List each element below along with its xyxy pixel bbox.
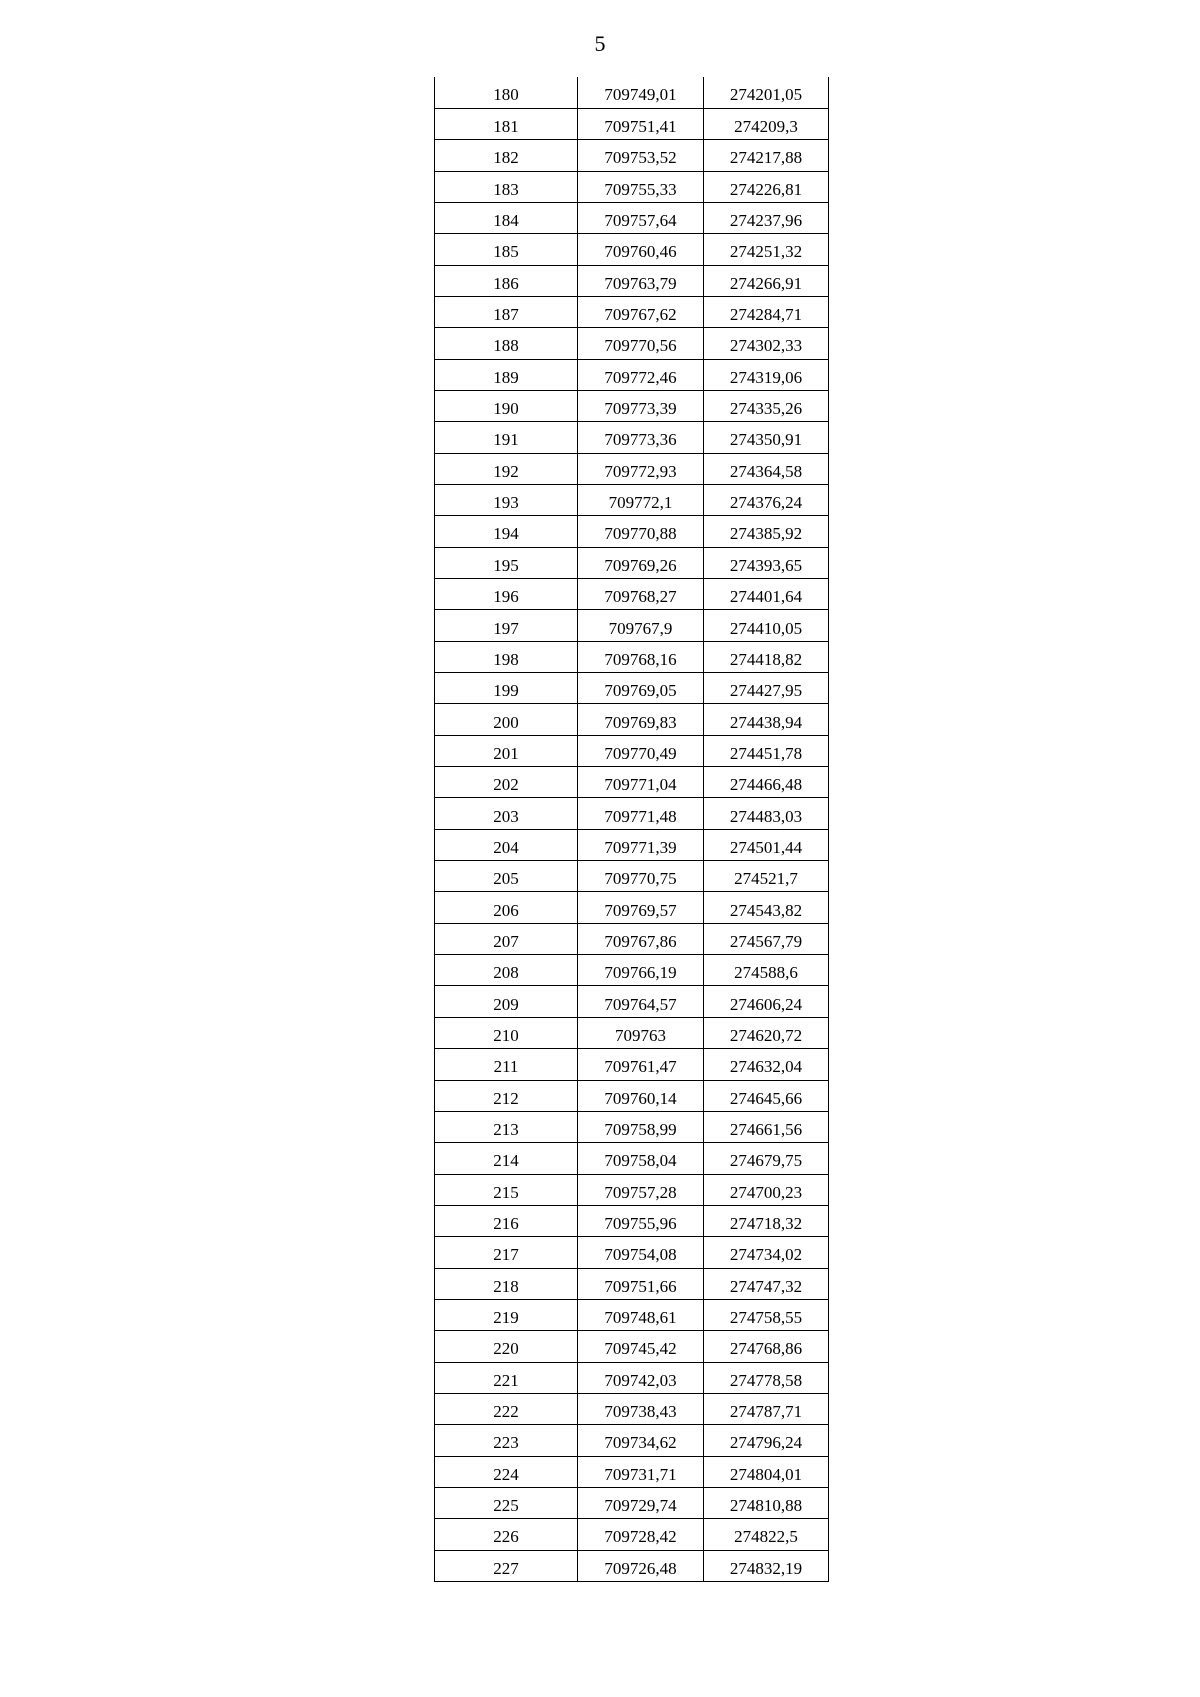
table-row bbox=[435, 328, 829, 359]
x-coordinate-cell: 709751,41 bbox=[578, 108, 704, 139]
x-coordinate-cell: 709758,04 bbox=[578, 1143, 704, 1174]
point-number-cell: 207 bbox=[435, 923, 578, 954]
x-coordinate-cell: 709772,46 bbox=[578, 359, 704, 390]
x-coordinate-cell: 709770,75 bbox=[578, 861, 704, 892]
y-coordinate-cell: 274645,66 bbox=[704, 1080, 829, 1111]
table-row bbox=[435, 547, 829, 578]
x-coordinate-cell: 709760,14 bbox=[578, 1080, 704, 1111]
x-coordinate-cell: 709761,47 bbox=[578, 1049, 704, 1080]
table-row bbox=[435, 140, 829, 171]
y-coordinate-cell: 274201,05 bbox=[704, 77, 829, 108]
table-row bbox=[435, 1174, 829, 1205]
point-number-cell: 199 bbox=[435, 673, 578, 704]
x-coordinate-cell: 709755,96 bbox=[578, 1205, 704, 1236]
y-coordinate-cell: 274620,72 bbox=[704, 1017, 829, 1048]
table-row bbox=[435, 108, 829, 139]
table-row bbox=[435, 484, 829, 515]
y-coordinate-cell: 274376,24 bbox=[704, 484, 829, 515]
table-row bbox=[435, 1425, 829, 1456]
x-coordinate-cell: 709738,43 bbox=[578, 1393, 704, 1424]
y-coordinate-cell: 274768,86 bbox=[704, 1331, 829, 1362]
table-row bbox=[435, 516, 829, 547]
x-coordinate-cell: 709745,42 bbox=[578, 1331, 704, 1362]
y-coordinate-cell: 274787,71 bbox=[704, 1393, 829, 1424]
table-row bbox=[435, 1331, 829, 1362]
x-coordinate-cell: 709769,57 bbox=[578, 892, 704, 923]
x-coordinate-cell: 709763 bbox=[578, 1017, 704, 1048]
y-coordinate-cell: 274679,75 bbox=[704, 1143, 829, 1174]
table-row bbox=[435, 296, 829, 327]
point-number-cell: 218 bbox=[435, 1268, 578, 1299]
point-number-cell: 226 bbox=[435, 1519, 578, 1550]
point-number-cell: 181 bbox=[435, 108, 578, 139]
point-number-cell: 185 bbox=[435, 234, 578, 265]
point-number-cell: 180 bbox=[435, 77, 578, 108]
x-coordinate-cell: 709771,39 bbox=[578, 829, 704, 860]
table-row bbox=[435, 1111, 829, 1142]
point-number-cell: 214 bbox=[435, 1143, 578, 1174]
x-coordinate-cell: 709764,57 bbox=[578, 986, 704, 1017]
y-coordinate-cell: 274543,82 bbox=[704, 892, 829, 923]
point-number-cell: 202 bbox=[435, 767, 578, 798]
y-coordinate-cell: 274427,95 bbox=[704, 673, 829, 704]
y-coordinate-cell: 274284,71 bbox=[704, 296, 829, 327]
point-number-cell: 211 bbox=[435, 1049, 578, 1080]
point-number-cell: 195 bbox=[435, 547, 578, 578]
table-row bbox=[435, 1205, 829, 1236]
x-coordinate-cell: 709768,27 bbox=[578, 579, 704, 610]
table-row bbox=[435, 265, 829, 296]
point-number-cell: 217 bbox=[435, 1237, 578, 1268]
point-number-cell: 210 bbox=[435, 1017, 578, 1048]
table-row bbox=[435, 1049, 829, 1080]
y-coordinate-cell: 274810,88 bbox=[704, 1487, 829, 1518]
x-coordinate-cell: 709771,48 bbox=[578, 798, 704, 829]
y-coordinate-cell: 274521,7 bbox=[704, 861, 829, 892]
y-coordinate-cell: 274237,96 bbox=[704, 202, 829, 233]
x-coordinate-cell: 709768,16 bbox=[578, 641, 704, 672]
y-coordinate-cell: 274438,94 bbox=[704, 704, 829, 735]
point-number-cell: 223 bbox=[435, 1425, 578, 1456]
x-coordinate-cell: 709773,36 bbox=[578, 422, 704, 453]
y-coordinate-cell: 274661,56 bbox=[704, 1111, 829, 1142]
y-coordinate-cell: 274401,64 bbox=[704, 579, 829, 610]
table-row bbox=[435, 359, 829, 390]
x-coordinate-cell: 709763,79 bbox=[578, 265, 704, 296]
table-row bbox=[435, 610, 829, 641]
x-coordinate-cell: 709757,28 bbox=[578, 1174, 704, 1205]
x-coordinate-cell: 709753,52 bbox=[578, 140, 704, 171]
table-row bbox=[435, 171, 829, 202]
y-coordinate-cell: 274350,91 bbox=[704, 422, 829, 453]
table-row bbox=[435, 892, 829, 923]
y-coordinate-cell: 274418,82 bbox=[704, 641, 829, 672]
x-coordinate-cell: 709770,56 bbox=[578, 328, 704, 359]
table-row bbox=[435, 1143, 829, 1174]
x-coordinate-cell: 709766,19 bbox=[578, 955, 704, 986]
point-number-cell: 227 bbox=[435, 1550, 578, 1581]
point-number-cell: 190 bbox=[435, 390, 578, 421]
y-coordinate-cell: 274758,55 bbox=[704, 1299, 829, 1330]
table-row bbox=[435, 829, 829, 860]
x-coordinate-cell: 709754,08 bbox=[578, 1237, 704, 1268]
x-coordinate-cell: 709769,26 bbox=[578, 547, 704, 578]
point-number-cell: 197 bbox=[435, 610, 578, 641]
y-coordinate-cell: 274804,01 bbox=[704, 1456, 829, 1487]
point-number-cell: 192 bbox=[435, 453, 578, 484]
y-coordinate-cell: 274451,78 bbox=[704, 735, 829, 766]
y-coordinate-cell: 274217,88 bbox=[704, 140, 829, 171]
table-row bbox=[435, 923, 829, 954]
table-row bbox=[435, 453, 829, 484]
table-row bbox=[435, 767, 829, 798]
table-row bbox=[435, 1268, 829, 1299]
y-coordinate-cell: 274718,32 bbox=[704, 1205, 829, 1236]
table-row bbox=[435, 390, 829, 421]
coordinates-table bbox=[434, 77, 829, 1582]
y-coordinate-cell: 274747,32 bbox=[704, 1268, 829, 1299]
point-number-cell: 183 bbox=[435, 171, 578, 202]
x-coordinate-cell: 709772,93 bbox=[578, 453, 704, 484]
x-coordinate-cell: 709728,42 bbox=[578, 1519, 704, 1550]
table-row bbox=[435, 1487, 829, 1518]
point-number-cell: 200 bbox=[435, 704, 578, 735]
x-coordinate-cell: 709767,9 bbox=[578, 610, 704, 641]
y-coordinate-cell: 274778,58 bbox=[704, 1362, 829, 1393]
table-row bbox=[435, 1362, 829, 1393]
table-row bbox=[435, 735, 829, 766]
y-coordinate-cell: 274796,24 bbox=[704, 1425, 829, 1456]
point-number-cell: 194 bbox=[435, 516, 578, 547]
x-coordinate-cell: 709751,66 bbox=[578, 1268, 704, 1299]
y-coordinate-cell: 274501,44 bbox=[704, 829, 829, 860]
point-number-cell: 208 bbox=[435, 955, 578, 986]
point-number-cell: 184 bbox=[435, 202, 578, 233]
x-coordinate-cell: 709769,83 bbox=[578, 704, 704, 735]
x-coordinate-cell: 709742,03 bbox=[578, 1362, 704, 1393]
y-coordinate-cell: 274483,03 bbox=[704, 798, 829, 829]
table-row bbox=[435, 1299, 829, 1330]
table-row bbox=[435, 1550, 829, 1581]
y-coordinate-cell: 274335,26 bbox=[704, 390, 829, 421]
table-row bbox=[435, 673, 829, 704]
table-row bbox=[435, 704, 829, 735]
point-number-cell: 205 bbox=[435, 861, 578, 892]
y-coordinate-cell: 274385,92 bbox=[704, 516, 829, 547]
point-number-cell: 182 bbox=[435, 140, 578, 171]
table-row bbox=[435, 798, 829, 829]
y-coordinate-cell: 274588,6 bbox=[704, 955, 829, 986]
table-row bbox=[435, 955, 829, 986]
point-number-cell: 225 bbox=[435, 1487, 578, 1518]
y-coordinate-cell: 274567,79 bbox=[704, 923, 829, 954]
y-coordinate-cell: 274266,91 bbox=[704, 265, 829, 296]
x-coordinate-cell: 709767,86 bbox=[578, 923, 704, 954]
table-row bbox=[435, 1393, 829, 1424]
y-coordinate-cell: 274319,06 bbox=[704, 359, 829, 390]
x-coordinate-cell: 709755,33 bbox=[578, 171, 704, 202]
point-number-cell: 215 bbox=[435, 1174, 578, 1205]
x-coordinate-cell: 709770,49 bbox=[578, 735, 704, 766]
point-number-cell: 213 bbox=[435, 1111, 578, 1142]
y-coordinate-cell: 274700,23 bbox=[704, 1174, 829, 1205]
x-coordinate-cell: 709773,39 bbox=[578, 390, 704, 421]
table-row bbox=[435, 1237, 829, 1268]
point-number-cell: 191 bbox=[435, 422, 578, 453]
y-coordinate-cell: 274226,81 bbox=[704, 171, 829, 202]
x-coordinate-cell: 709729,74 bbox=[578, 1487, 704, 1518]
y-coordinate-cell: 274410,05 bbox=[704, 610, 829, 641]
coordinates-table-body bbox=[435, 77, 829, 1582]
point-number-cell: 193 bbox=[435, 484, 578, 515]
y-coordinate-cell: 274209,3 bbox=[704, 108, 829, 139]
point-number-cell: 196 bbox=[435, 579, 578, 610]
point-number-cell: 188 bbox=[435, 328, 578, 359]
point-number-cell: 221 bbox=[435, 1362, 578, 1393]
x-coordinate-cell: 709769,05 bbox=[578, 673, 704, 704]
point-number-cell: 201 bbox=[435, 735, 578, 766]
table-row bbox=[435, 202, 829, 233]
point-number-cell: 212 bbox=[435, 1080, 578, 1111]
y-coordinate-cell: 274734,02 bbox=[704, 1237, 829, 1268]
table-row bbox=[435, 1519, 829, 1550]
x-coordinate-cell: 709749,01 bbox=[578, 77, 704, 108]
table-row bbox=[435, 234, 829, 265]
x-coordinate-cell: 709760,46 bbox=[578, 234, 704, 265]
y-coordinate-cell: 274251,32 bbox=[704, 234, 829, 265]
table-row bbox=[435, 641, 829, 672]
x-coordinate-cell: 709757,64 bbox=[578, 202, 704, 233]
x-coordinate-cell: 709758,99 bbox=[578, 1111, 704, 1142]
table-row bbox=[435, 1456, 829, 1487]
x-coordinate-cell: 709772,1 bbox=[578, 484, 704, 515]
x-coordinate-cell: 709731,71 bbox=[578, 1456, 704, 1487]
x-coordinate-cell: 709726,48 bbox=[578, 1550, 704, 1581]
y-coordinate-cell: 274393,65 bbox=[704, 547, 829, 578]
point-number-cell: 189 bbox=[435, 359, 578, 390]
y-coordinate-cell: 274606,24 bbox=[704, 986, 829, 1017]
point-number-cell: 224 bbox=[435, 1456, 578, 1487]
page-number: 5 bbox=[594, 31, 606, 56]
table-row bbox=[435, 579, 829, 610]
table-row bbox=[435, 422, 829, 453]
x-coordinate-cell: 709771,04 bbox=[578, 767, 704, 798]
y-coordinate-cell: 274822,5 bbox=[704, 1519, 829, 1550]
y-coordinate-cell: 274832,19 bbox=[704, 1550, 829, 1581]
x-coordinate-cell: 709770,88 bbox=[578, 516, 704, 547]
x-coordinate-cell: 709748,61 bbox=[578, 1299, 704, 1330]
point-number-cell: 186 bbox=[435, 265, 578, 296]
table-row bbox=[435, 861, 829, 892]
y-coordinate-cell: 274302,33 bbox=[704, 328, 829, 359]
point-number-cell: 216 bbox=[435, 1205, 578, 1236]
point-number-cell: 198 bbox=[435, 641, 578, 672]
point-number-cell: 220 bbox=[435, 1331, 578, 1362]
point-number-cell: 203 bbox=[435, 798, 578, 829]
table-row bbox=[435, 1017, 829, 1048]
x-coordinate-cell: 709767,62 bbox=[578, 296, 704, 327]
point-number-cell: 204 bbox=[435, 829, 578, 860]
table-row bbox=[435, 77, 829, 108]
y-coordinate-cell: 274364,58 bbox=[704, 453, 829, 484]
point-number-cell: 219 bbox=[435, 1299, 578, 1330]
x-coordinate-cell: 709734,62 bbox=[578, 1425, 704, 1456]
point-number-cell: 206 bbox=[435, 892, 578, 923]
y-coordinate-cell: 274466,48 bbox=[704, 767, 829, 798]
table-row bbox=[435, 1080, 829, 1111]
y-coordinate-cell: 274632,04 bbox=[704, 1049, 829, 1080]
point-number-cell: 222 bbox=[435, 1393, 578, 1424]
point-number-cell: 209 bbox=[435, 986, 578, 1017]
table-row bbox=[435, 986, 829, 1017]
point-number-cell: 187 bbox=[435, 296, 578, 327]
